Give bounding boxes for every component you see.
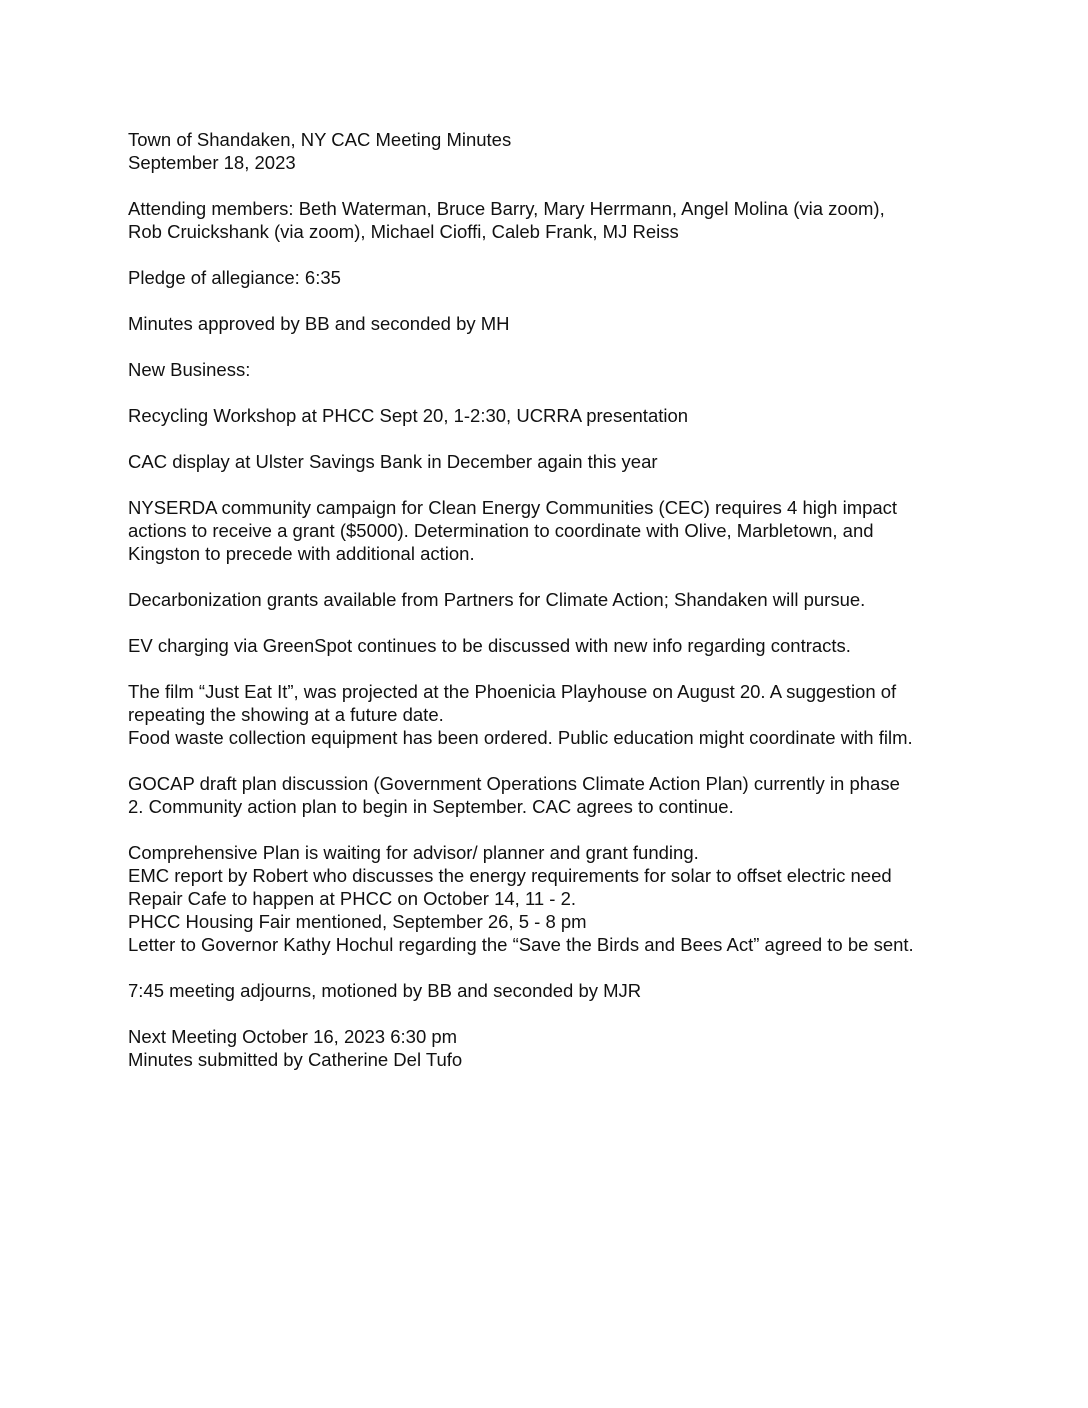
next-meeting-line: Next Meeting October 16, 2023 6:30 pm (128, 1026, 458, 1047)
misc-items (128, 841, 1028, 956)
meeting-date: September 18, 2023 (128, 152, 296, 173)
gocap-item (128, 772, 1028, 818)
governor-letter-line: Letter to Governor Kathy Hochul regarding the “Save the Birds and Bees Act” agreed to be sent. (128, 934, 914, 955)
new-business-label: New Business: (128, 359, 251, 380)
pledge-line: Pledge of allegiance: 6:35 (128, 267, 341, 288)
pledge-paragraph (128, 266, 1028, 289)
attendance-line: Rob Cruickshank (via zoom), Michael Cioffi, Caleb Frank, MJ Reiss (128, 221, 679, 242)
attendance-paragraph (128, 197, 1028, 243)
nyserda-line: actions to receive a grant ($5000). Determination to coordinate with Olive, Marbletown, and (128, 520, 874, 541)
housing-fair-line: PHCC Housing Fair mentioned, September 26, 5 - 8 pm (128, 911, 587, 932)
comprehensive-plan-line: Comprehensive Plan is waiting for advisor/ planner and grant funding. (128, 842, 699, 863)
document-title: Town of Shandaken, NY CAC Meeting Minutes (128, 129, 512, 150)
emc-report-line: EMC report by Robert who discusses the energy requirements for solar to offset electric need (128, 865, 892, 886)
new-business-heading (128, 358, 1028, 381)
food-waste-line: Food waste collection equipment has been ordered. Public education might coordinate with film. (128, 727, 913, 748)
nyserda-line: Kingston to precede with additional action. (128, 543, 475, 564)
attendance-line: Attending members: Beth Waterman, Bruce Barry, Mary Herrmann, Angel Molina (via zoom), (128, 198, 885, 219)
film-item (128, 680, 1028, 749)
minutes-approval-line: Minutes approved by BB and seconded by MH (128, 313, 510, 334)
gocap-line: 2. Community action plan to begin in September. CAC agrees to continue. (128, 796, 734, 817)
nyserda-line: NYSERDA community campaign for Clean Energy Communities (CEC) requires 4 high impact (128, 497, 898, 518)
decarbonization-item (128, 588, 1028, 611)
ev-charging-line: EV charging via GreenSpot continues to be discussed with new info regarding contracts. (128, 635, 851, 656)
ev-charging-item (128, 634, 1028, 657)
decarbonization-line: Decarbonization grants available from Partners for Climate Action; Shandaken will pursue. (128, 589, 866, 610)
minutes-header (128, 128, 1028, 174)
submitted-by-line: Minutes submitted by Catherine Del Tufo (128, 1049, 463, 1070)
repair-cafe-line: Repair Cafe to happen at PHCC on October 14, 11 - 2. (128, 888, 577, 909)
gocap-line: GOCAP draft plan discussion (Government Operations Climate Action Plan) currently in phase (128, 773, 900, 794)
adjournment-paragraph (128, 979, 1028, 1002)
display-item (128, 450, 1028, 473)
nyserda-item (128, 496, 1028, 565)
recycling-item (128, 404, 1028, 427)
display-line: CAC display at Ulster Savings Bank in December again this year (128, 451, 658, 472)
film-line: repeating the showing at a future date. (128, 704, 444, 725)
minutes-approval-paragraph (128, 312, 1028, 335)
recycling-line: Recycling Workshop at PHCC Sept 20, 1-2:30, UCRRA presentation (128, 405, 689, 426)
adjournment-line: 7:45 meeting adjourns, motioned by BB and seconded by MJR (128, 980, 642, 1001)
minutes-footer (128, 1025, 1028, 1071)
film-line: The film “Just Eat It”, was projected at the Phoenicia Playhouse on August 20. A suggestion of (128, 681, 897, 702)
minutes-content (128, 128, 1028, 1094)
